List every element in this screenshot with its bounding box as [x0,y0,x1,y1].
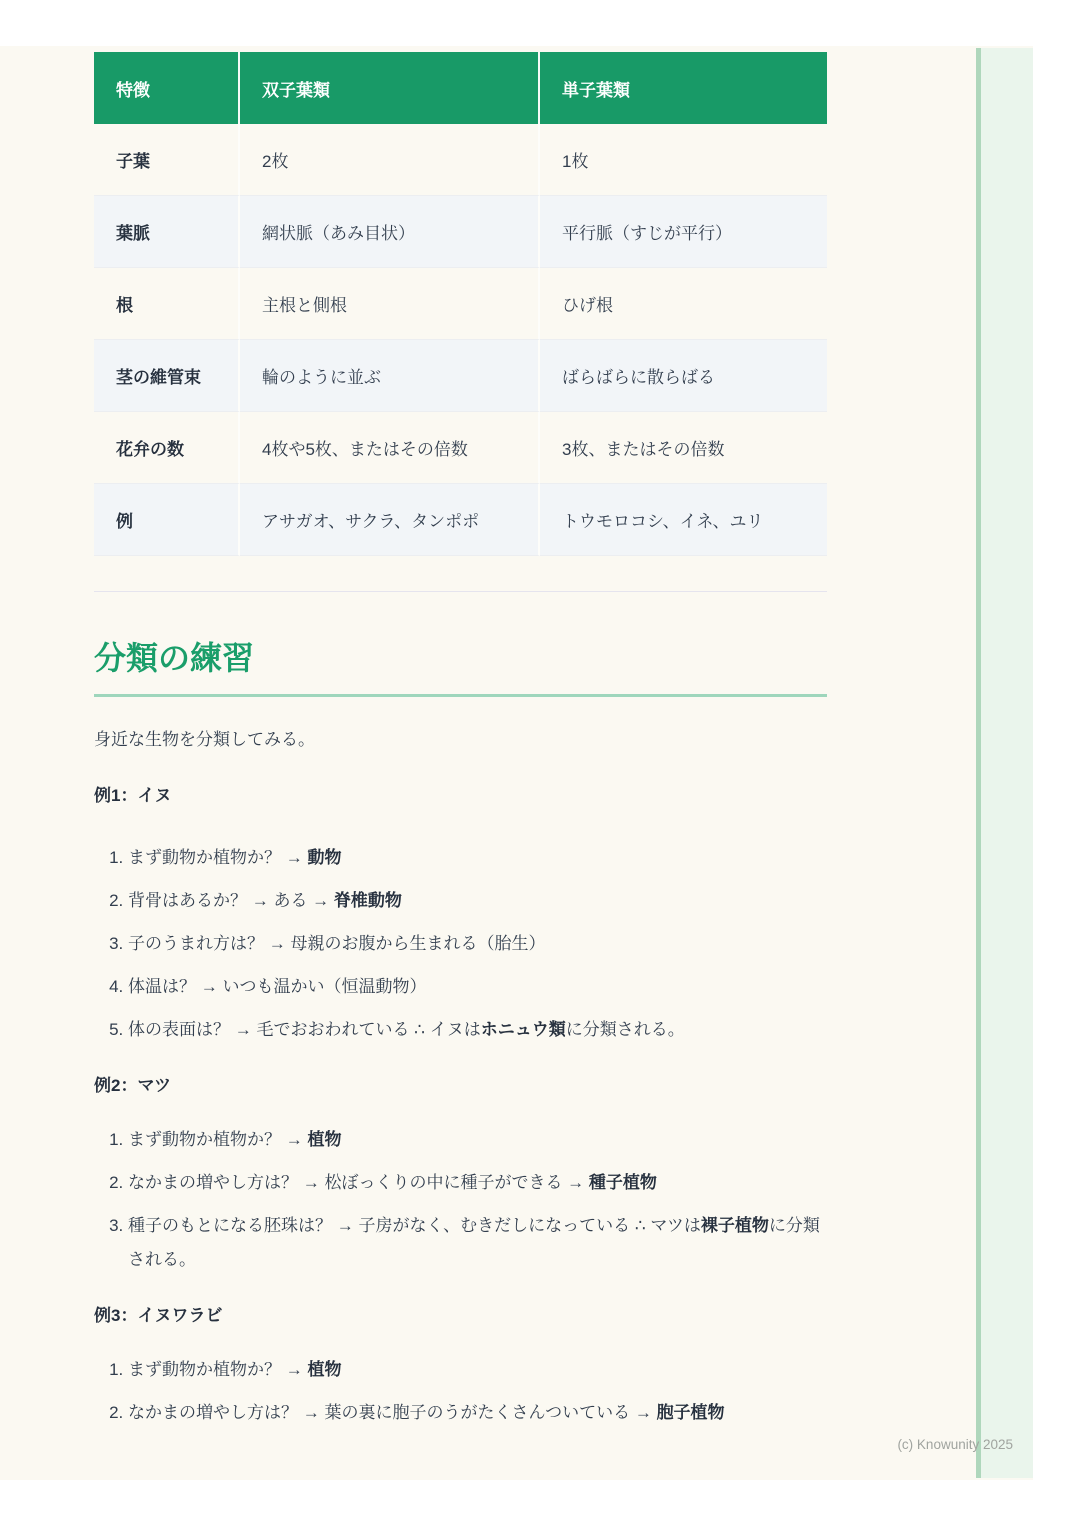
table-row [94,340,827,412]
page-content [94,52,827,1439]
table-cell-monocot: 平行脈（すじが平行） [540,196,827,268]
section-divider [94,591,827,592]
table-cell-dicot: 網状脈（あみ目状） [240,196,540,268]
example-1-label: 例1：イヌ [94,785,172,805]
table-cell-feature: 茎の維管束 [94,340,240,412]
table-row [94,196,827,268]
table-header-dicot: 双子葉類 [240,52,540,124]
table-cell-dicot: 輪のように並ぶ [240,340,540,412]
table-cell-monocot: トウモロコシ、イネ、ユリ [540,484,827,556]
copyright-watermark: (c) Knowunity 2025 [897,1437,1013,1452]
table-cell-monocot: ひげ根 [540,268,827,340]
table-row [94,412,827,484]
example-2-steps [94,1123,827,1277]
step-item: 1. まず動物か植物か？ → 植物 [128,1353,827,1387]
table-cell-feature: 例 [94,484,240,556]
table-header-monocot: 単子葉類 [540,52,827,124]
table-cell-feature: 子葉 [94,124,240,196]
example-3-label: 例3：イヌワラビ [94,1305,223,1325]
classification-table [94,52,827,556]
section-title: 分類の練習 [94,638,827,697]
step-item: 3. 子のうまれ方は？ → 母親のお腹から生まれる（胎生） [128,927,827,961]
page-accent-bar [976,48,1033,1478]
table-header-row [94,52,827,124]
step-item: 2. 背骨はあるか？ → ある → 脊椎動物 [128,884,827,918]
example-2-label: 例2：マツ [94,1075,171,1095]
table-row [94,268,827,340]
step-item: 4. 体温は？ → いつも温かい（恒温動物） [128,970,827,1004]
table-cell-dicot: アサガオ、サクラ、タンポポ [240,484,540,556]
table-row [94,124,827,196]
table-header-feature: 特徴 [94,52,240,124]
step-item: 2. なかまの増やし方は？ → 松ぼっくりの中に種子ができる → 種子植物 [128,1166,827,1200]
table-cell-monocot: 3枚、またはその倍数 [540,412,827,484]
table-cell-dicot: 主根と側根 [240,268,540,340]
step-item: 5. 体の表面は？ → 毛でおおわれている ∴ イヌはホニュウ類に分類される。 [128,1013,827,1047]
table-cell-feature: 花弁の数 [94,412,240,484]
table-cell-dicot: 2枚 [240,124,540,196]
table-row [94,484,827,556]
step-item: 1. まず動物か植物か？ → 動物 [128,841,827,875]
table-cell-dicot: 4枚や5枚、またはその倍数 [240,412,540,484]
table-cell-monocot: ばらばらに散らばる [540,340,827,412]
table-cell-monocot: 1枚 [540,124,827,196]
section-intro: 身近な生物を分類してみる。 [94,729,315,749]
example-1-steps [94,841,827,1047]
step-item: 2. なかまの増やし方は？ → 葉の裏に胞子のうがたくさんついている → 胞子植物 [128,1396,827,1430]
example-3-steps [94,1353,827,1430]
step-item: 3. 種子のもとになる胚珠は？ → 子房がなく、むきだしになっている ∴ マツは裸子植物に分類される。 [128,1209,827,1277]
step-item: 1. まず動物か植物か？ → 植物 [128,1123,827,1157]
table-cell-feature: 根 [94,268,240,340]
table-cell-feature: 葉脈 [94,196,240,268]
